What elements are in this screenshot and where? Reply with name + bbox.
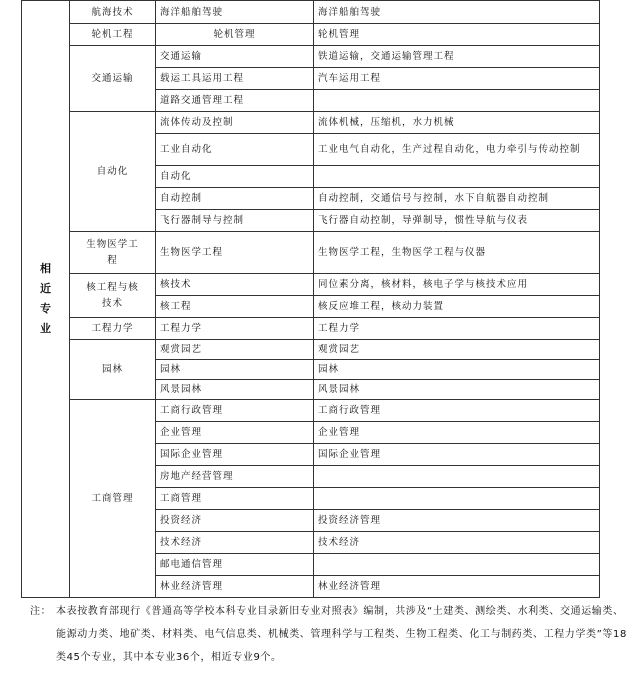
footnote-label: 注： [30, 606, 52, 617]
old-major-cell: 核反应堆工程，核动力装置 [314, 296, 600, 318]
group-cell: 轮机工程 [70, 24, 156, 46]
major-cell: 核技术 [156, 274, 314, 296]
old-major-cell: 工业电气自动化，生产过程自动化，电力牵引与传动控制 [314, 134, 600, 166]
old-major-cell: 企业管理 [314, 422, 600, 444]
table-footnote [30, 600, 630, 669]
group-cell: 航海技术 [70, 1, 156, 24]
group-cell: 园林 [70, 340, 156, 400]
old-major-cell: 海洋船舶驾驶 [314, 1, 600, 24]
major-cell: 飞行器制导与控制 [156, 210, 314, 232]
table-row [22, 232, 600, 274]
group-cell: 工商管理 [70, 400, 156, 598]
major-cell: 自动化 [156, 166, 314, 188]
old-major-cell: 风景园林 [314, 380, 600, 400]
table-row [22, 400, 600, 422]
major-cell: 载运工具运用工程 [156, 68, 314, 90]
old-major-cell: 飞行器自动控制，导弹制导，惯性导航与仪表 [314, 210, 600, 232]
old-major-cell [314, 466, 600, 488]
major-comparison-table [21, 0, 600, 598]
old-major-cell: 铁道运输，交通运输管理工程 [314, 46, 600, 68]
major-cell: 观赏园艺 [156, 340, 314, 360]
major-cell: 投资经济 [156, 510, 314, 532]
major-cell: 流体传动及控制 [156, 112, 314, 134]
old-major-cell: 园林 [314, 360, 600, 380]
old-major-cell: 流体机械，压缩机，水力机械 [314, 112, 600, 134]
table-row [22, 318, 600, 340]
major-cell: 技术经济 [156, 532, 314, 554]
table-row [22, 24, 600, 46]
table-row [22, 274, 600, 296]
major-cell: 风景园林 [156, 380, 314, 400]
table-row [22, 112, 600, 134]
category-cell: 相 近 专 业 [22, 1, 70, 598]
major-cell: 交通运输 [156, 46, 314, 68]
major-cell: 生物医学工程 [156, 232, 314, 274]
old-major-cell [314, 166, 600, 188]
major-cell: 房地产经营管理 [156, 466, 314, 488]
major-cell: 核工程 [156, 296, 314, 318]
major-cell: 工程力学 [156, 318, 314, 340]
group-cell: 生物医学工程 [70, 232, 156, 274]
old-major-cell: 国际企业管理 [314, 444, 600, 466]
old-major-cell: 同位素分离，核材料，核电子学与核技术应用 [314, 274, 600, 296]
major-cell: 国际企业管理 [156, 444, 314, 466]
old-major-cell: 汽车运用工程 [314, 68, 600, 90]
old-major-cell: 工程力学 [314, 318, 600, 340]
group-cell: 交通运输 [70, 46, 156, 112]
old-major-cell: 工商行政管理 [314, 400, 600, 422]
old-major-cell [314, 488, 600, 510]
major-cell: 工商管理 [156, 488, 314, 510]
old-major-cell: 自动控制，交通信号与控制，水下自航器自动控制 [314, 188, 600, 210]
old-major-cell [314, 554, 600, 576]
major-cell: 园林 [156, 360, 314, 380]
group-cell: 自动化 [70, 112, 156, 232]
major-cell: 轮机管理 [156, 24, 314, 46]
old-major-cell [314, 90, 600, 112]
footnote-text: 本表按教育部现行《普通高等学校本科专业目录新旧专业对照表》编制，共涉及“土建类、测绘类、水利类、交通运输类、能源动力类、地矿类、材料类、电气信息类、机械类、管理科学与工程类、生物工程类、化工与制药类、工程力学类”等18类45个专业，其中本专业36个，相近专业9个。 [56, 606, 627, 663]
old-major-cell: 投资经济管理 [314, 510, 600, 532]
major-cell: 海洋船舶驾驶 [156, 1, 314, 24]
old-major-cell: 生物医学工程，生物医学工程与仪器 [314, 232, 600, 274]
group-cell: 工程力学 [70, 318, 156, 340]
major-cell: 自动控制 [156, 188, 314, 210]
old-major-cell: 轮机管理 [314, 24, 600, 46]
table-row [22, 46, 600, 68]
group-cell: 核工程与核技术 [70, 274, 156, 318]
major-cell: 工商行政管理 [156, 400, 314, 422]
major-cell: 企业管理 [156, 422, 314, 444]
table-row [22, 340, 600, 360]
old-major-cell: 观赏园艺 [314, 340, 600, 360]
old-major-cell: 技术经济 [314, 532, 600, 554]
table-row [22, 1, 600, 24]
old-major-cell: 林业经济管理 [314, 576, 600, 598]
major-cell: 工业自动化 [156, 134, 314, 166]
major-cell: 邮电通信管理 [156, 554, 314, 576]
major-cell: 道路交通管理工程 [156, 90, 314, 112]
major-cell: 林业经济管理 [156, 576, 314, 598]
